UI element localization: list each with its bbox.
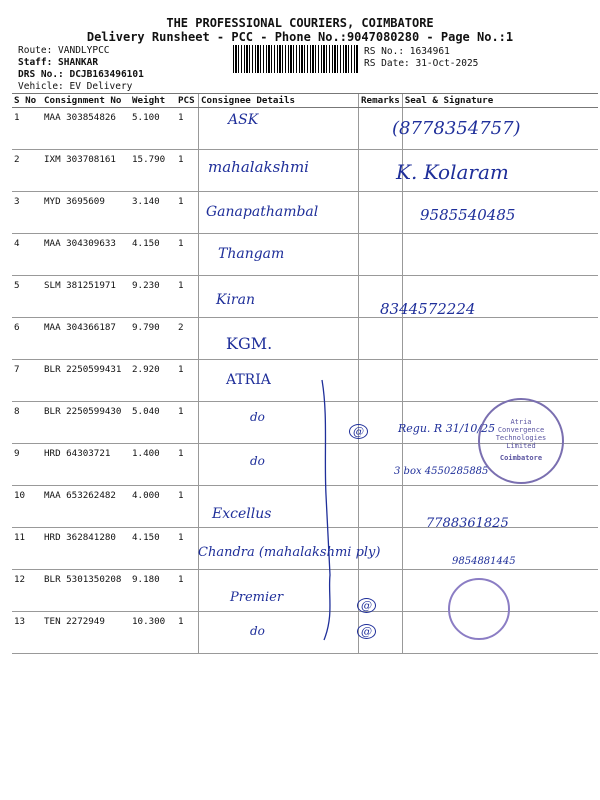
handwritten-name: Ganapathambal [206,204,319,220]
cell-consignment: MAA 304366187 [42,318,130,360]
col-remarks: Remarks [359,94,403,108]
cell-consignment: BLR 2250599430 [42,402,130,444]
cell-sno: 6 [12,318,42,360]
cell-pcs: 2 [176,318,199,360]
cell-pcs: 1 [176,360,199,402]
cell-sno: 12 [12,570,42,612]
cell-sno: 10 [12,486,42,528]
handwritten-signature: 9585540485 [420,206,516,224]
cell-consignment: TEN 2272949 [42,612,130,654]
cell-pcs: 1 [176,612,199,654]
col-sno: S No [12,94,42,108]
cell-consignment: MAA 303854826 [42,108,130,150]
cell-sno: 4 [12,234,42,276]
col-consignment: Consignment No [42,94,130,108]
cell-consignment: SLM 381251971 [42,276,130,318]
cell-consignment: BLR 5301350208 [42,570,130,612]
cell-seal [402,318,598,360]
table-row [12,318,598,360]
cell-sno: 13 [12,612,42,654]
handwritten-name: Thangam [218,246,285,262]
cell-sno: 9 [12,444,42,486]
rs-number: RS No.: 1634961 [364,46,450,57]
cell-weight: 4.150 [130,528,176,570]
handwritten-name: Premier [230,590,284,605]
vehicle-label: Vehicle: EV Delivery [18,81,133,92]
col-seal: Seal & Signature [402,94,598,108]
cell-consignment: MYD 3695609 [42,192,130,234]
cell-remarks [359,234,403,276]
handwritten-signature: 3 box 4550285885 [394,466,489,477]
cell-sno: 11 [12,528,42,570]
cell-consignment: IXM 303708161 [42,150,130,192]
handwritten-signature: (8778354757) [392,118,521,139]
cell-consignment: MAA 653262482 [42,486,130,528]
cell-consignment: BLR 2250599431 [42,360,130,402]
cell-remarks [359,402,403,444]
handwritten-name: do [250,410,265,424]
cell-remarks [359,444,403,486]
cell-seal [402,234,598,276]
cell-weight: 9.230 [130,276,176,318]
cell-weight: 15.790 [130,150,176,192]
cell-sno: 1 [12,108,42,150]
cell-weight: 4.150 [130,234,176,276]
cell-pcs: 1 [176,150,199,192]
company-stamp [478,398,564,484]
cell-weight: 1.400 [130,444,176,486]
cell-remarks [359,360,403,402]
cell-remarks [359,318,403,360]
cell-remarks [359,486,403,528]
handwritten-signature: 9854881445 [452,556,516,567]
remark-mark: @ [349,424,368,439]
table-row [12,570,598,612]
cell-pcs: 1 [176,402,199,444]
cell-remarks [359,192,403,234]
cell-weight: 9.790 [130,318,176,360]
cell-consignee [199,318,359,360]
handwritten-name: do [250,624,265,638]
runsheet-table [12,93,598,654]
staff-label: Staff: SHANKAR [18,57,99,68]
handwritten-name: do [250,454,265,468]
stamp-text: Atria Convergence Technologies Limited [495,418,547,450]
handwritten-name: KGM. [226,334,273,353]
handwritten-name: Kiran [216,292,255,308]
col-pcs: PCS [176,94,199,108]
handwritten-bracket [310,375,340,645]
handwritten-name: ATRIA [226,372,271,388]
cell-weight: 5.100 [130,108,176,150]
route-label: Route: VANDLYPCC [18,45,110,56]
cell-weight: 5.040 [130,402,176,444]
cell-pcs: 1 [176,444,199,486]
cell-weight: 4.000 [130,486,176,528]
cell-sno: 2 [12,150,42,192]
cell-pcs: 1 [176,192,199,234]
cell-sno: 8 [12,402,42,444]
handwritten-name: Chandra (mahalakshmi ply) [198,545,381,560]
drs-label: DRS No.: DCJB163496101 [18,69,144,80]
cell-pcs: 1 [176,570,199,612]
cell-consignment: MAA 304309633 [42,234,130,276]
rs-date: RS Date: 31-Oct-2025 [364,58,479,69]
runsheet-subtitle: Delivery Runsheet - PCC - Phone No.:9047080280 - Page No.:1 [86,30,514,44]
cell-pcs: 1 [176,486,199,528]
handwritten-signature: 8344572224 [380,300,476,318]
cell-pcs: 1 [176,234,199,276]
table-header-row [12,94,598,108]
table-row [12,276,598,318]
circular-stamp [448,578,510,640]
cell-sno: 3 [12,192,42,234]
handwritten-signature: 7788361825 [426,516,509,531]
col-consignee: Consignee Details [199,94,359,108]
table-row [12,234,598,276]
handwritten-name: Excellus [212,506,272,522]
cell-sno: 7 [12,360,42,402]
cell-sno: 5 [12,276,42,318]
barcode [233,45,358,73]
cell-weight: 9.180 [130,570,176,612]
cell-weight: 10.300 [130,612,176,654]
stamp-city: Coimbatore [499,454,543,462]
cell-seal [402,360,598,402]
cell-consignee [199,108,359,150]
handwritten-name: mahalakshmi [208,158,309,176]
cell-pcs: 1 [176,528,199,570]
cell-weight: 2.920 [130,360,176,402]
table-row [12,612,598,654]
handwritten-name: ASK [228,112,259,128]
col-weight: Weight [130,94,176,108]
handwritten-signature: K. Kolaram [396,160,509,184]
cell-consignment: HRD 64303721 [42,444,130,486]
remark-mark: @ [357,598,376,613]
cell-consignment: HRD 362841280 [42,528,130,570]
cell-pcs: 1 [176,276,199,318]
table-row [12,486,598,528]
cell-weight: 3.140 [130,192,176,234]
cell-pcs: 1 [176,108,199,150]
company-title: THE PROFESSIONAL COURIERS, COIMBATORE [166,16,434,30]
table-row [12,360,598,402]
remark-mark: @ [357,624,376,639]
handwritten-signature: Regu. R 31/10/25 [398,422,496,435]
